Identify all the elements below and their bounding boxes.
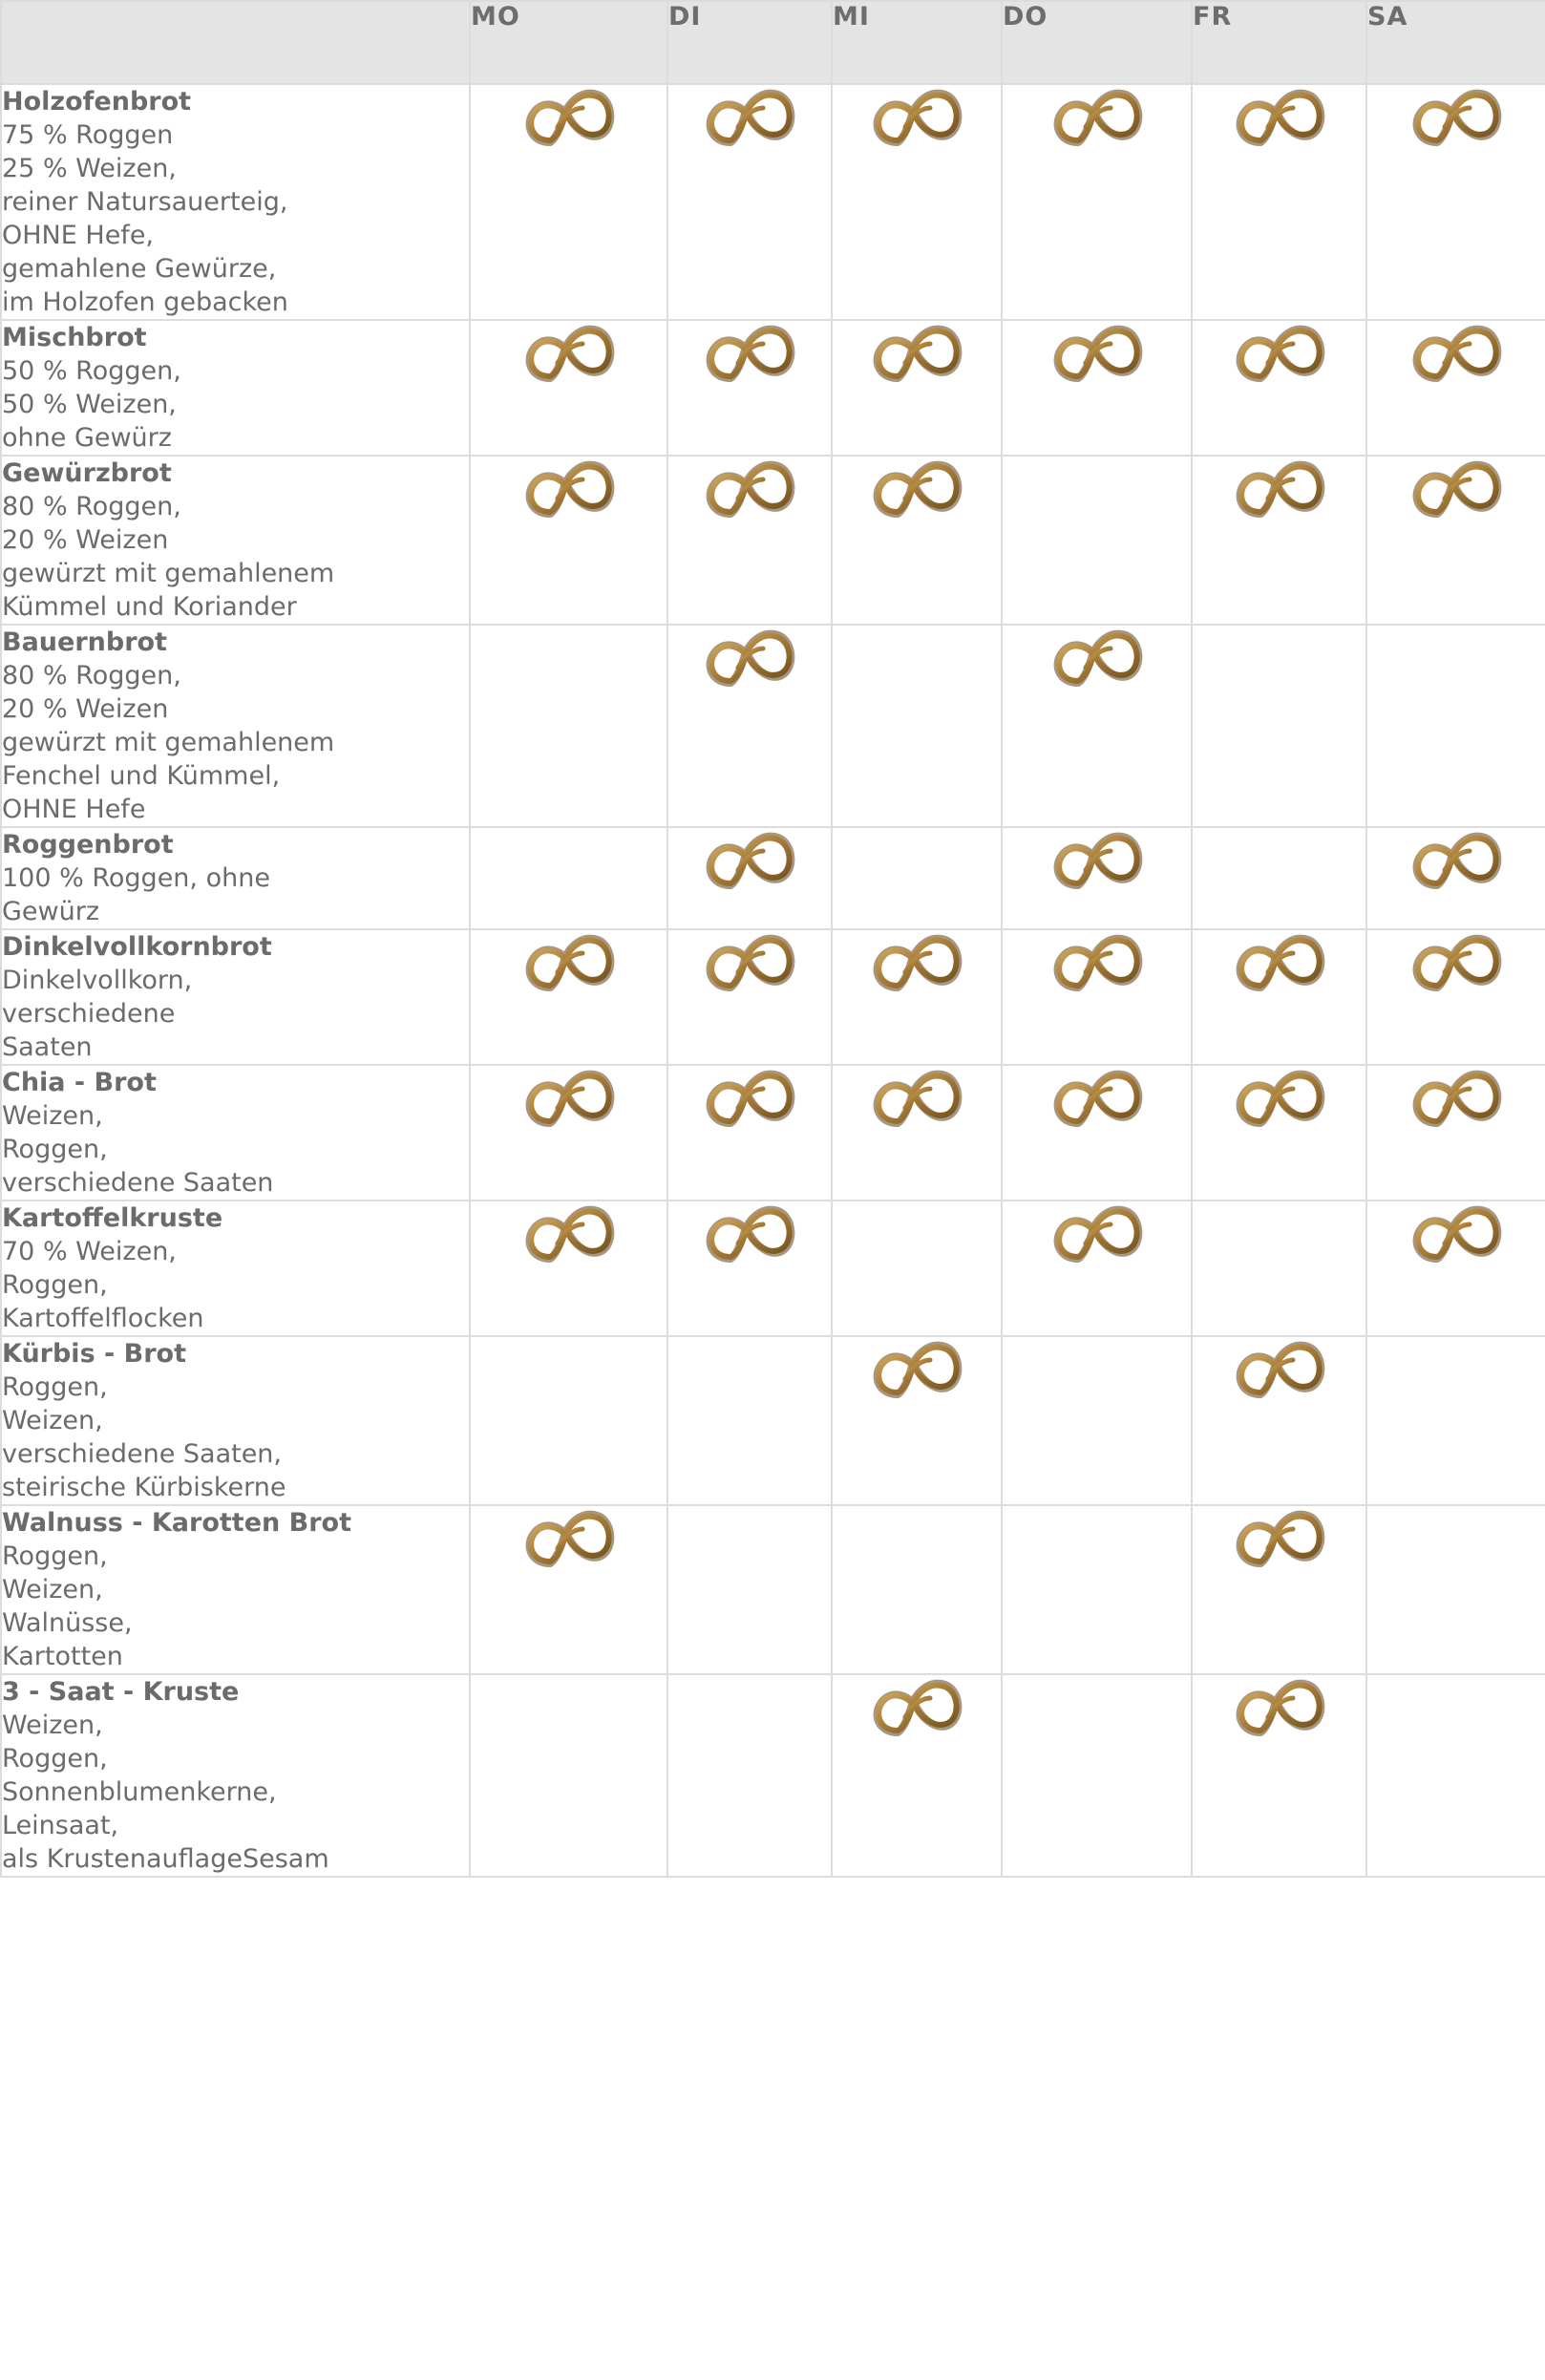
availability-cell-sa: [1366, 456, 1545, 625]
table-row: [1, 625, 1545, 827]
pretzel-icon: [1049, 85, 1145, 148]
availability-cell-di: [667, 1336, 832, 1505]
bread-ingredient-line: als KrustenauflageSesam: [2, 1844, 329, 1874]
availability-cell-di: [667, 320, 832, 456]
bread-description-cell: [1, 1065, 470, 1201]
pretzel-icon: [869, 1675, 964, 1738]
bread-description-cell: [1, 1336, 470, 1505]
pretzel-icon: [1408, 457, 1504, 520]
bread-ingredient-line: ohne Gewürz: [2, 423, 172, 453]
bread-ingredient-line: 50 % Weizen,: [2, 390, 177, 419]
bread-ingredient-line: Kartoffelflocken: [2, 1304, 204, 1333]
availability-cell-mi: [832, 320, 1002, 456]
bread-description-cell: [1, 1505, 470, 1674]
pretzel-icon: [521, 457, 617, 520]
bread-name: Roggenbrot: [2, 830, 174, 860]
pretzel-icon: [869, 1066, 964, 1129]
availability-cell-fr: [1192, 1336, 1366, 1505]
pretzel-icon: [702, 321, 797, 384]
availability-cell-sa: [1366, 1065, 1545, 1201]
availability-cell-do: [1002, 320, 1192, 456]
availability-cell-do: [1002, 456, 1192, 625]
availability-cell-fr: [1192, 84, 1366, 320]
pretzel-icon: [869, 1337, 964, 1400]
availability-cell-mo: [470, 929, 667, 1065]
availability-cell-di: [667, 625, 832, 827]
pretzel-icon: [1408, 828, 1504, 891]
bread-ingredient-line: Roggen,: [2, 1135, 108, 1164]
availability-cell-do: [1002, 1065, 1192, 1201]
bread-ingredient-line: Roggen,: [2, 1270, 108, 1300]
bread-ingredient-line: Dinkelvollkorn,: [2, 966, 193, 995]
bread-ingredient-line: 80 % Roggen,: [2, 661, 181, 691]
bread-ingredient-line: verschiedene Saaten: [2, 1168, 274, 1198]
bread-ingredient-line: Saaten: [2, 1032, 93, 1062]
bread-ingredient-line: 50 % Roggen,: [2, 356, 181, 386]
availability-cell-di: [667, 456, 832, 625]
bread-ingredient-line: 100 % Roggen, ohne: [2, 863, 270, 893]
pretzel-icon: [1232, 1506, 1327, 1569]
pretzel-icon: [521, 1506, 617, 1569]
bread-ingredient-line: 75 % Roggen: [2, 120, 174, 150]
availability-cell-mi: [832, 1505, 1002, 1674]
bread-ingredient-line: Weizen,: [2, 1101, 103, 1131]
availability-cell-mi: [832, 456, 1002, 625]
availability-cell-do: [1002, 84, 1192, 320]
header-corner: [1, 1, 470, 84]
bread-ingredient-line: Roggen,: [2, 1744, 108, 1774]
availability-cell-mo: [470, 1201, 667, 1336]
availability-cell-do: [1002, 929, 1192, 1065]
bread-ingredient-line: Fenchel und Kümmel,: [2, 761, 281, 791]
table-row: [1, 1336, 1545, 1505]
table-row: [1, 456, 1545, 625]
availability-cell-di: [667, 84, 832, 320]
availability-cell-fr: [1192, 456, 1366, 625]
bread-ingredient-line: gewürzt mit gemahlenem: [2, 728, 335, 757]
pretzel-icon: [1232, 1066, 1327, 1129]
availability-cell-di: [667, 827, 832, 929]
pretzel-icon: [702, 457, 797, 520]
pretzel-icon: [521, 930, 617, 993]
availability-cell-sa: [1366, 1201, 1545, 1336]
pretzel-icon: [1049, 321, 1145, 384]
pretzel-icon: [1232, 457, 1327, 520]
bread-description-cell: [1, 84, 470, 320]
availability-cell-sa: [1366, 84, 1545, 320]
bread-name: Mischbrot: [2, 323, 147, 352]
table-row: [1, 1201, 1545, 1336]
bread-description-cell: [1, 929, 470, 1065]
availability-cell-mo: [470, 1674, 667, 1877]
pretzel-icon: [702, 1066, 797, 1129]
day-header-sa: SA: [1366, 1, 1545, 84]
pretzel-icon: [1049, 1066, 1145, 1129]
availability-cell-mo: [470, 84, 667, 320]
availability-cell-mo: [470, 1065, 667, 1201]
availability-cell-di: [667, 1201, 832, 1336]
bread-name: 3 - Saat - Kruste: [2, 1677, 240, 1707]
pretzel-icon: [521, 1201, 617, 1264]
pretzel-icon: [869, 930, 964, 993]
pretzel-icon: [1049, 930, 1145, 993]
pretzel-icon: [1408, 321, 1504, 384]
bread-name: Walnuss - Karotten Brot: [2, 1508, 351, 1538]
availability-cell-mo: [470, 827, 667, 929]
bread-ingredient-line: 25 % Weizen,: [2, 154, 177, 183]
availability-cell-do: [1002, 1336, 1192, 1505]
availability-cell-mo: [470, 625, 667, 827]
availability-cell-do: [1002, 1674, 1192, 1877]
pretzel-icon: [1408, 1066, 1504, 1129]
pretzel-icon: [1232, 85, 1327, 148]
availability-cell-do: [1002, 1201, 1192, 1336]
table-row: [1, 827, 1545, 929]
table-row: [1, 320, 1545, 456]
availability-cell-sa: [1366, 827, 1545, 929]
bread-ingredient-line: gewürzt mit gemahlenem: [2, 559, 335, 588]
availability-cell-sa: [1366, 1674, 1545, 1877]
bread-ingredient-line: OHNE Hefe,: [2, 221, 155, 250]
table-row: [1, 1065, 1545, 1201]
bread-ingredient-line: steirische Kürbiskerne: [2, 1473, 286, 1502]
availability-cell-fr: [1192, 1674, 1366, 1877]
pretzel-icon: [702, 930, 797, 993]
availability-cell-mi: [832, 84, 1002, 320]
availability-cell-mi: [832, 1065, 1002, 1201]
pretzel-icon: [1232, 930, 1327, 993]
availability-cell-fr: [1192, 625, 1366, 827]
pretzel-icon: [1408, 930, 1504, 993]
pretzel-icon: [1408, 1201, 1504, 1264]
bread-name: Gewürzbrot: [2, 458, 172, 488]
bread-ingredient-line: Leinsaat,: [2, 1811, 119, 1840]
bread-ingredient-line: Walnüsse,: [2, 1608, 133, 1638]
availability-cell-fr: [1192, 929, 1366, 1065]
availability-cell-mi: [832, 625, 1002, 827]
availability-cell-fr: [1192, 1201, 1366, 1336]
bread-ingredient-line: im Holzofen gebacken: [2, 287, 288, 317]
pretzel-icon: [869, 321, 964, 384]
availability-cell-mi: [832, 1674, 1002, 1877]
pretzel-icon: [702, 85, 797, 148]
bread-ingredient-line: 20 % Weizen: [2, 694, 169, 724]
availability-cell-sa: [1366, 929, 1545, 1065]
availability-cell-fr: [1192, 1065, 1366, 1201]
availability-cell-sa: [1366, 1336, 1545, 1505]
availability-cell-di: [667, 1505, 832, 1674]
pretzel-icon: [1232, 321, 1327, 384]
pretzel-icon: [702, 626, 797, 689]
pretzel-icon: [869, 457, 964, 520]
bread-name: Bauernbrot: [2, 627, 167, 657]
bread-description-cell: [1, 320, 470, 456]
bread-ingredient-line: verschiedene: [2, 999, 176, 1029]
bread-ingredient-line: Kartotten: [2, 1642, 123, 1671]
availability-cell-mi: [832, 1201, 1002, 1336]
table-row: [1, 929, 1545, 1065]
bread-description-cell: [1, 456, 470, 625]
availability-cell-fr: [1192, 320, 1366, 456]
pretzel-icon: [1232, 1675, 1327, 1738]
bread-ingredient-line: Sonnenblumenkerne,: [2, 1777, 277, 1807]
pretzel-icon: [702, 1201, 797, 1264]
availability-cell-sa: [1366, 625, 1545, 827]
availability-cell-fr: [1192, 827, 1366, 929]
pretzel-icon: [1408, 85, 1504, 148]
bread-ingredient-line: verschiedene Saaten,: [2, 1439, 283, 1469]
availability-cell-sa: [1366, 1505, 1545, 1674]
bread-ingredient-line: Weizen,: [2, 1711, 103, 1740]
bread-name: Dinkelvollkornbrot: [2, 932, 272, 962]
bread-ingredient-line: Gewürz: [2, 897, 100, 926]
bread-name: Holzofenbrot: [2, 87, 192, 117]
availability-cell-di: [667, 1065, 832, 1201]
bread-ingredient-line: Kümmel und Koriander: [2, 592, 297, 622]
day-header-do: DO: [1002, 1, 1192, 84]
day-header-mo: MO: [470, 1, 667, 84]
pretzel-icon: [521, 85, 617, 148]
day-header-mi: MI: [832, 1, 1002, 84]
day-header-di: DI: [667, 1, 832, 84]
day-header-fr: FR: [1192, 1, 1366, 84]
availability-cell-mo: [470, 320, 667, 456]
availability-cell-do: [1002, 1505, 1192, 1674]
bread-ingredient-line: 80 % Roggen,: [2, 492, 181, 521]
availability-cell-mi: [832, 1336, 1002, 1505]
bread-description-cell: [1, 827, 470, 929]
bread-ingredient-line: 70 % Weizen,: [2, 1237, 177, 1266]
bread-description-cell: [1, 625, 470, 827]
bread-ingredient-line: Weizen,: [2, 1575, 103, 1604]
availability-cell-mi: [832, 929, 1002, 1065]
bread-ingredient-line: Roggen,: [2, 1372, 108, 1402]
pretzel-icon: [1232, 1337, 1327, 1400]
bread-name: Chia - Brot: [2, 1068, 157, 1097]
availability-cell-fr: [1192, 1505, 1366, 1674]
bread-ingredient-line: Roggen,: [2, 1541, 108, 1571]
availability-cell-do: [1002, 827, 1192, 929]
pretzel-icon: [521, 321, 617, 384]
table-row: [1, 84, 1545, 320]
availability-cell-mo: [470, 1505, 667, 1674]
pretzel-icon: [521, 1066, 617, 1129]
bread-description-cell: [1, 1674, 470, 1877]
pretzel-icon: [1049, 1201, 1145, 1264]
bread-name: Kartoffelkruste: [2, 1203, 223, 1233]
availability-cell-mo: [470, 1336, 667, 1505]
table-row: [1, 1505, 1545, 1674]
bread-ingredient-line: reiner Natursauerteig,: [2, 187, 288, 217]
bread-ingredient-line: 20 % Weizen: [2, 525, 169, 555]
bread-ingredient-line: OHNE Hefe: [2, 795, 146, 824]
availability-cell-sa: [1366, 320, 1545, 456]
availability-cell-di: [667, 1674, 832, 1877]
availability-cell-di: [667, 929, 832, 1065]
availability-cell-mo: [470, 456, 667, 625]
pretzel-icon: [1049, 828, 1145, 891]
bread-ingredient-line: gemahlene Gewürze,: [2, 254, 277, 284]
header-row: [1, 1, 1545, 84]
pretzel-icon: [1049, 626, 1145, 689]
availability-cell-mi: [832, 827, 1002, 929]
availability-cell-do: [1002, 625, 1192, 827]
bread-ingredient-line: Weizen,: [2, 1406, 103, 1435]
pretzel-icon: [869, 85, 964, 148]
pretzel-icon: [702, 828, 797, 891]
bread-description-cell: [1, 1201, 470, 1336]
table-row: [1, 1674, 1545, 1877]
bread-name: Kürbis - Brot: [2, 1339, 186, 1369]
